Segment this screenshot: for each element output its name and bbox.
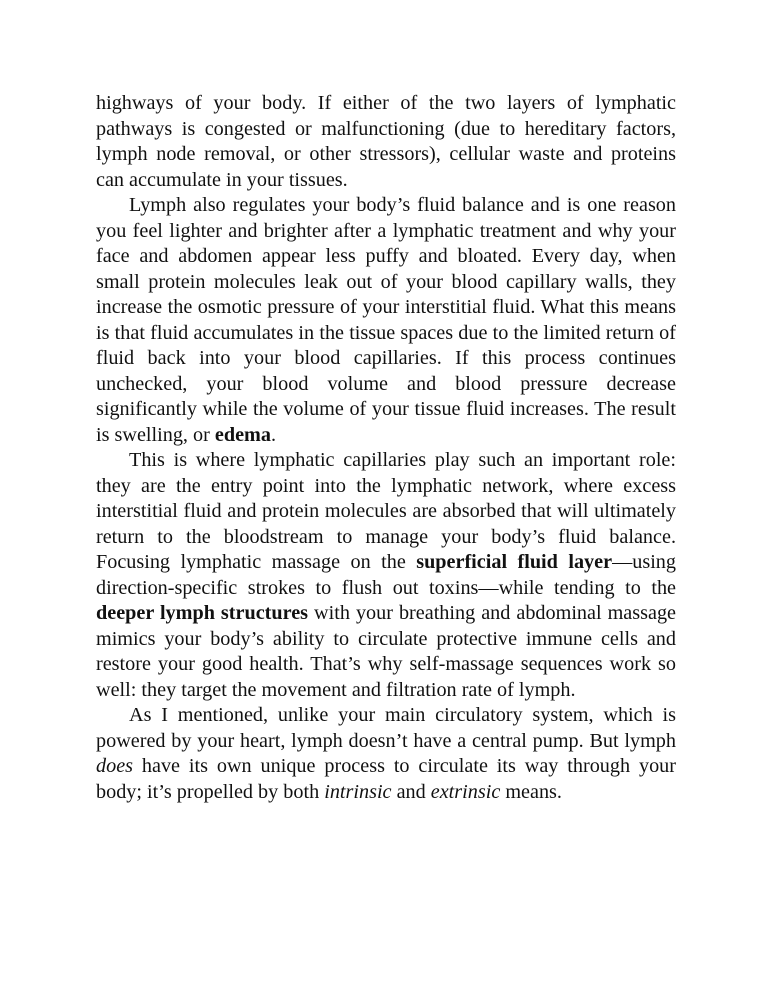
paragraph-text: As I mentioned, unlike your main circulatory system, which is powered by your heart, lymph doesn’t have a central pump. But lymph xyxy=(96,704,676,752)
paragraph-text: and xyxy=(391,780,431,803)
emphasis-intrinsic: intrinsic xyxy=(324,780,392,803)
paragraph-text: —using direction-specific strokes to flush out toxins—while tending to the xyxy=(96,551,676,599)
emphasis-extrinsic: extrinsic xyxy=(430,780,501,803)
term-edema: edema xyxy=(214,423,271,446)
paragraph-text: highways of your body. If either of the two layers of lymphatic pathways is congested or malfunctioning (due to hereditary factors, lymph node removal, or other stressors), cellular waste and proteins can accumulate in your tissues. xyxy=(96,92,676,191)
paragraph-text: . xyxy=(270,423,276,446)
document-page xyxy=(96,91,676,805)
emphasis-does: does xyxy=(96,755,134,777)
paragraph-text: have its own unique process to circulate its way through your body; it’s propelled by both xyxy=(96,755,676,803)
paragraph-text: with your breathing and abdominal massage mimics your body’s ability to circulate protective immune cells and restore your good health. That’s why self-massage sequences work so well: they target the movement and filtration rate of lymph. xyxy=(96,602,676,701)
paragraph-text: means. xyxy=(500,780,562,803)
paragraph-lymphatic-capillaries xyxy=(96,448,676,703)
paragraph-text: This is where lymphatic capillaries play such an important role: they are the entry point into the lymphatic network, where excess interstitial fluid and protein molecules are absorbed that will ultimately return to the bloodstream to manage your body’s fluid balance. Focusing lymphatic massage on the xyxy=(96,449,676,573)
paragraph-lymph-propulsion xyxy=(96,703,676,805)
paragraph-text: Lymph also regulates your body’s fluid balance and is one reason you feel lighter and brighter after a lymphatic treatment and why your face and abdomen appear less puffy and bloated. Every day, when small protein molecules leak out of your blood capillary walls, they increase the osmotic pressure of your interstitial fluid. What this means is that fluid accumulates in the tissue spaces due to the limited return of fluid back into your blood capillaries. If this process continues unchecked, your blood volume and blood pressure decrease significantly while the volume of your tissue fluid increases. The result is swelling, or xyxy=(96,194,676,446)
paragraph-lymphatic-pathways xyxy=(96,91,676,193)
paragraph-fluid-balance xyxy=(96,193,676,448)
term-superficial-fluid-layer: superficial fluid layer xyxy=(416,551,613,573)
term-deeper-lymph-structures: deeper lymph structures xyxy=(96,602,309,624)
